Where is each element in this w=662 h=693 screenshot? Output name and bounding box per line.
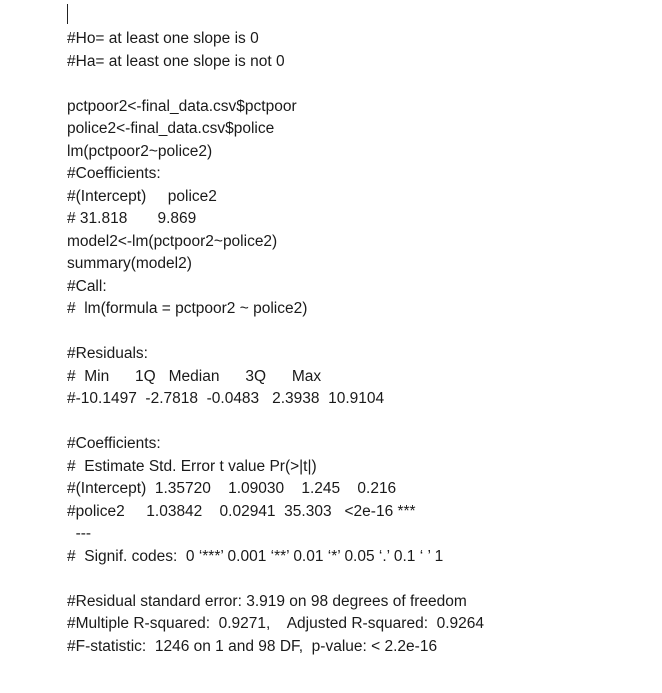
blank-line [67, 73, 647, 96]
doc-line: #Residuals: [67, 345, 148, 362]
doc-line: lm(pctpoor2~police2) [67, 142, 213, 160]
doc-line: # 31.818 9.869 [67, 210, 197, 227]
blank-line [67, 411, 647, 434]
doc-line: summary(model2) [67, 255, 192, 272]
doc-line: #Ho= at least one slope is 0 [67, 30, 259, 47]
doc-line: #F-statistic: 1246 on 1 and 98 DF, p-value: < 2.2e-16 [67, 637, 438, 655]
blank-line [67, 321, 647, 344]
doc-line: # Min 1Q Median 3Q Max [67, 367, 322, 385]
blank-line [67, 568, 647, 591]
doc-line: #Multiple R-squared: 0.9271, Adjusted R-squared: 0.9264 [67, 615, 485, 632]
doc-line: model2<-lm(pctpoor2~police2) [67, 232, 278, 250]
document-body[interactable] [67, 28, 647, 658]
doc-line: #Call: [67, 277, 107, 295]
doc-line: pctpoor2<-final_data.csv$pctpoor [67, 97, 297, 115]
text-cursor [67, 4, 68, 24]
doc-line: --- [67, 525, 92, 542]
doc-line: #(Intercept) 1.35720 1.09030 1.245 0.216 [67, 480, 397, 497]
doc-line: police2<-final_data.csv$police [67, 120, 275, 137]
doc-line: #(Intercept) police2 [67, 187, 217, 205]
doc-line: # Signif. codes: 0 ‘***’ 0.001 ‘**’ 0.01 ‘*’ 0.05 ‘.’ 0.1 ‘ ’ 1 [67, 547, 444, 565]
doc-line: #Ha= at least one slope is not 0 [67, 52, 285, 70]
doc-line: #Coefficients: [67, 165, 161, 182]
doc-line: # lm(formula = pctpoor2 ~ police2) [67, 300, 308, 317]
doc-line: #Coefficients: [67, 435, 161, 452]
doc-line: #Residual standard error: 3.919 on 98 degrees of freedom [67, 592, 467, 610]
doc-line: # Estimate Std. Error t value Pr(>|t|) [67, 457, 317, 475]
doc-line: #police2 1.03842 0.02941 35.303 <2e-16 *** [67, 502, 416, 520]
doc-line: #-10.1497 -2.7818 -0.0483 2.3938 10.9104 [67, 390, 385, 407]
